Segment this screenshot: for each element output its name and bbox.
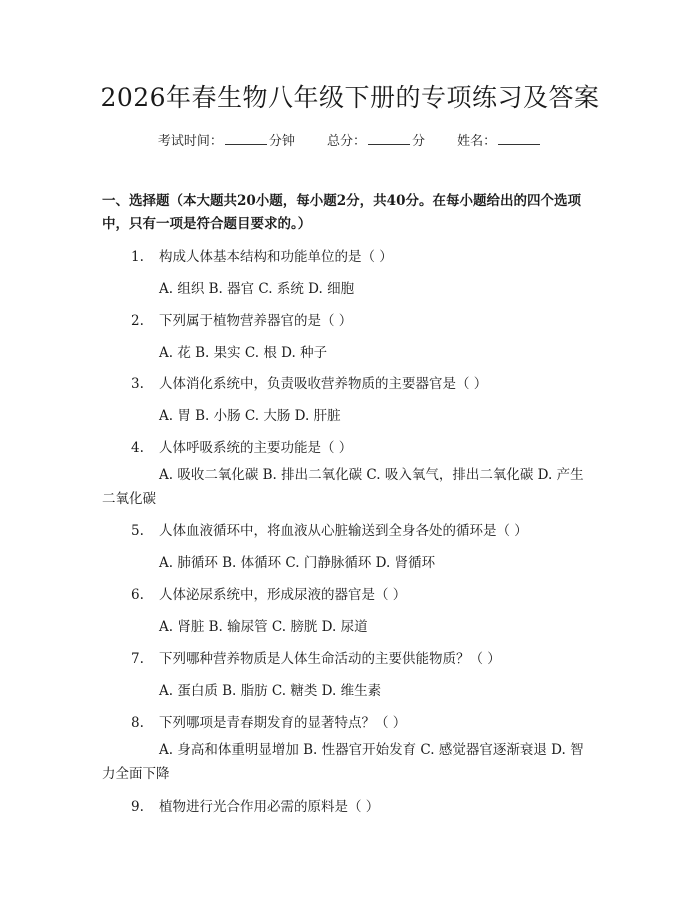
- question-number: 2.: [131, 313, 144, 329]
- total-score-unit: 分: [412, 134, 426, 149]
- question-number: 8.: [131, 715, 144, 731]
- question-9: [131, 795, 379, 815]
- student-name-blank: [498, 132, 540, 145]
- page-title: 2026年春生物八年级下册的专项练习及答案: [100, 83, 600, 112]
- question-5: [131, 519, 528, 539]
- question-2-options: A. 花 B. 果实 C. 根 D. 种子: [159, 345, 328, 361]
- question-text: 下列哪项是青春期发育的显著特点？（ ）: [159, 715, 407, 731]
- question-number: 9.: [131, 799, 144, 815]
- exam-info-line: [0, 130, 700, 149]
- question-text: 构成人体基本结构和功能单位的是（ ）: [159, 249, 393, 265]
- exam-time-unit: 分钟: [268, 134, 295, 149]
- question-2: [131, 309, 352, 329]
- exam-time-field: [158, 134, 299, 149]
- question-6: [131, 583, 406, 603]
- total-score-label: 总分：: [326, 134, 366, 149]
- student-name-field: [457, 134, 542, 149]
- question-text: 人体消化系统中，负责吸收营养物质的主要器官是（ ）: [159, 376, 488, 392]
- question-text: 人体血液循环中，将血液从心脏输送到全身各处的循环是（ ）: [159, 523, 528, 539]
- question-3: [131, 372, 487, 392]
- question-8: [131, 711, 406, 731]
- question-text: 下列哪种营养物质是人体生命活动的主要供能物质？（ ）: [159, 651, 501, 667]
- section-heading: 一、选择题（本大题共20小题，每小题2分，共40分。在每小题给出的四个选项中，只有一项是符合题目要求的。）: [102, 193, 581, 232]
- question-7-options: A. 蛋白质 B. 脂肪 C. 糖类 D. 维生素: [159, 683, 382, 699]
- question-text: 人体泌尿系统中，形成尿液的器官是（ ）: [159, 587, 407, 603]
- question-number: 7.: [131, 651, 144, 667]
- question-4: [131, 436, 352, 456]
- question-number: 1.: [131, 249, 144, 265]
- question-number: 4.: [131, 440, 144, 456]
- question-number: 5.: [131, 523, 144, 539]
- total-score-field: [327, 134, 429, 149]
- question-7: [131, 647, 501, 667]
- question-8-options: A. 身高和体重明显增加 B. 性器官开始发育 C. 感觉器官逐渐衰退 D. 智力全面下降: [102, 742, 584, 782]
- question-1: [131, 245, 393, 265]
- exam-time-label: 考试时间：: [157, 134, 223, 149]
- question-4-options: A. 吸收二氧化碳 B. 排出二氧化碳 C. 吸入氧气，排出二氧化碳 D. 产生二氧化碳: [102, 467, 584, 507]
- total-score-blank: [368, 132, 410, 145]
- question-6-options: A. 肾脏 B. 输尿管 C. 膀胱 D. 尿道: [159, 619, 368, 635]
- question-text: 人体呼吸系统的主要功能是（ ）: [159, 440, 353, 456]
- exam-time-blank: [225, 132, 267, 145]
- question-5-options: A. 肺循环 B. 体循环 C. 门静脉循环 D. 肾循环: [159, 555, 436, 571]
- question-number: 3.: [131, 376, 144, 392]
- question-number: 6.: [131, 587, 144, 603]
- question-1-options: A. 组织 B. 器官 C. 系统 D. 细胞: [159, 281, 355, 297]
- question-text: 下列属于植物营养器官的是（ ）: [159, 313, 353, 329]
- question-text: 植物进行光合作用必需的原料是（ ）: [159, 799, 380, 815]
- student-name-label: 姓名：: [457, 134, 497, 149]
- question-3-options: A. 胃 B. 小肠 C. 大肠 D. 肝脏: [159, 408, 341, 424]
